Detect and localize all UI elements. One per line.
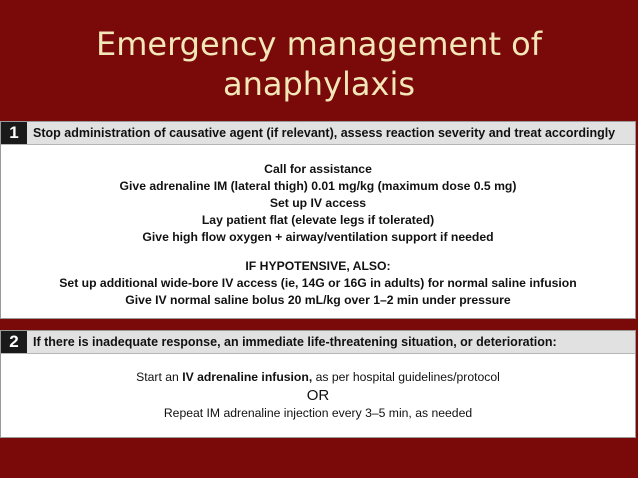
step-2-panel xyxy=(0,330,636,438)
step-1-panel xyxy=(0,121,636,319)
infusion-emphasis: IV adrenaline infusion, xyxy=(182,370,313,384)
step-1-action: Set up IV access xyxy=(269,196,367,210)
step-2-option-infusion xyxy=(1,369,635,386)
step-2-body xyxy=(1,354,635,422)
hypotensive-action: Give IV normal saline bolus 20 mL/kg over 1–2 min under pressure xyxy=(125,293,511,307)
step-2-header xyxy=(1,331,635,354)
step-1-action: Lay patient flat (elevate legs if tolerated) xyxy=(201,213,435,227)
step-1-body xyxy=(1,145,635,309)
hypotensive-heading: IF HYPOTENSIVE, ALSO: xyxy=(245,259,391,273)
step-2-header-text: If there is inadequate response, an immediate life-threatening situation, or deterioration: xyxy=(33,335,557,349)
infusion-prefix: Start an xyxy=(136,370,183,384)
section-gap xyxy=(1,246,635,258)
slide-title-line-2: anaphylaxis xyxy=(222,65,416,103)
slide-title-line-1: Emergency management of xyxy=(95,25,543,63)
slide-title xyxy=(0,24,638,104)
step-1-header xyxy=(1,122,635,145)
step-1-action: Call for assistance xyxy=(264,162,372,176)
infusion-suffix: as per hospital guidelines/protocol xyxy=(312,370,500,384)
step-2-option-repeat-im: Repeat IM adrenaline injection every 3–5 min, as needed xyxy=(163,406,473,420)
step-1-action: Give adrenaline IM (lateral thigh) 0.01 mg/kg (maximum dose 0.5 mg) xyxy=(119,179,517,193)
or-separator: OR xyxy=(306,387,330,404)
hypotensive-action: Set up additional wide-bore IV access (ie, 14G or 16G in adults) for normal saline infusion xyxy=(59,276,577,290)
step-2-number-badge: 2 xyxy=(1,331,27,353)
step-1-header-text: Stop administration of causative agent (if relevant), assess reaction severity and treat accordingly xyxy=(33,126,616,140)
step-1-number-badge: 1 xyxy=(1,122,27,144)
step-1-action: Give high flow oxygen + airway/ventilation support if needed xyxy=(142,230,494,244)
